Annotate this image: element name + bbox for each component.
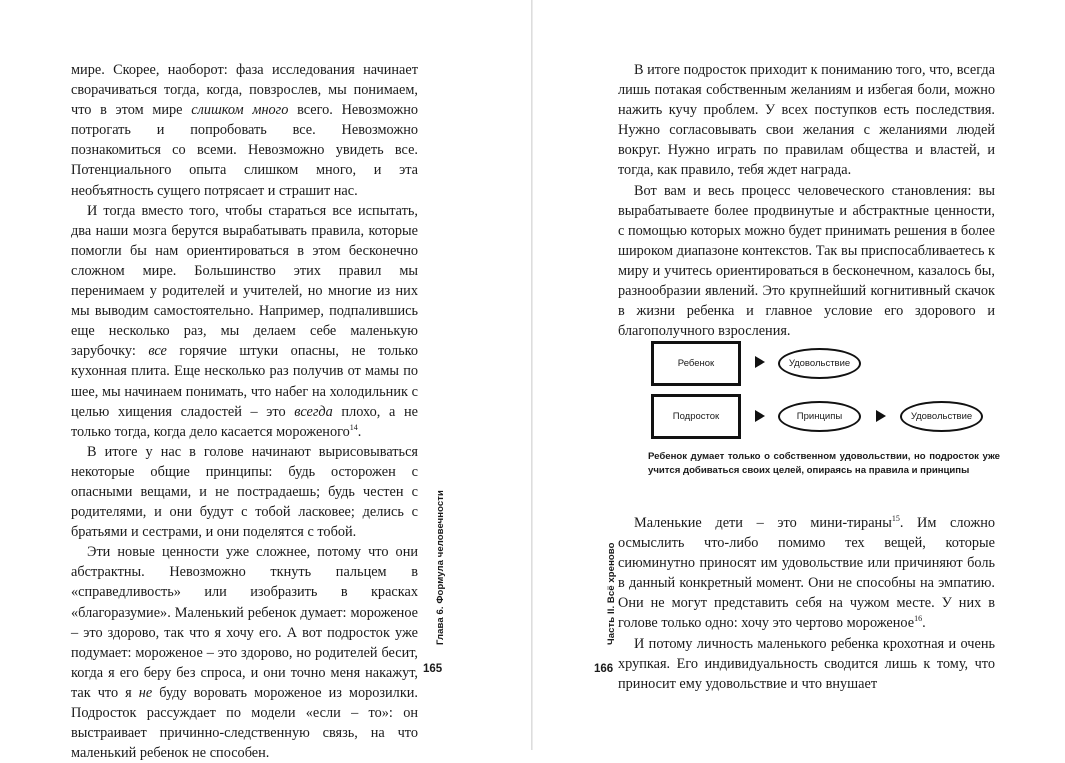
text-run: . Им сложно осмыслить что-либо помимо тех вещей, которые сиюминутно приносят им удовольствие или причиняют боль в данный конкретный момент. Они не способны на эмпатию. Они не могут представить себя на чужом месте. У них в голове только одно: хочу это чертово мороженое: [618, 515, 996, 632]
diagram-oval-child-pleasure: Удовольствие: [778, 348, 861, 379]
paragraph: [618, 513, 995, 634]
text-run: Вот вам и весь процесс человеческого становления: вы вырабатываете более продвинутые и абстрактные ценности, с помощью которых можно будет принимать решения в более широком диапазоне контекстов. Так вы приспосабливаетесь к миру и учитесь ориентироваться в бесконечном, казалось бы, разнообразии явлений. Это крупнейший когнитивный скачок в жизни ребенка и главное условие его здорового и благополучного взросления.: [618, 182, 995, 340]
paragraph: [71, 442, 418, 542]
text-run: мире. Скорее, наоборот: фаза исследования начинает сворачиваться тогда, когда, повзрослев, мы понимаем, что в этом мире: [71, 62, 418, 119]
paragraph: [618, 60, 995, 181]
diagram-box-teen: Подросток: [651, 394, 741, 439]
footnote-ref: 16: [914, 614, 923, 624]
text-run: плохо, а не только тогда, когда дело касается мороженого: [71, 403, 418, 440]
text-run: всего. Невозможно потрогать и попробовать все. Невозможно познакомиться со всеми. Невозможно увидеть все. Потенциального опыта слишком много, и эта необъятность сущего потрясает и страшит нас.: [71, 102, 418, 199]
diagram-caption: Ребенок думает только о собственном удовольствии, но подросток уже учится добиваться своих целей, опираясь на правила и принципы: [648, 451, 1000, 476]
emphasis: всегда: [294, 403, 333, 420]
text-run: И тогда вместо того, чтобы стараться все испытать, два наши мозга берутся вырабатывать правила, которые помогли бы нам ориентироваться в этом бесконечно сложном мире. Большинство этих правил мы перенимаем у родителей и учителей, но многие из них мы выводим самостоятельно. Например, подпалившись еще несколько раз, мы делаем себе маленькую зарубочку:: [71, 202, 418, 360]
values-diagram: [648, 336, 1008, 446]
text-run: .: [357, 423, 362, 440]
paragraph: [71, 201, 418, 442]
emphasis: все: [148, 343, 167, 360]
page-fold: [531, 0, 533, 750]
paragraph: [71, 60, 418, 201]
footnote-ref: 14: [349, 422, 358, 432]
text-run: И потому личность маленького ребенка крохотная и очень хрупкая. Его индивидуальность сводится лишь к тому, что приносит ему удовольствие и что внушает: [618, 635, 995, 692]
diagram-arrow-2: [755, 410, 765, 422]
emphasis: слишком много: [191, 102, 289, 119]
diagram-box-child: Ребенок: [651, 341, 741, 386]
text-run: Эти новые ценности уже сложнее, потому что они абстрактны. Невозможно ткнуть пальцем в «справедливость» или изобразить в красках «благоразумие». Маленький ребенок думает: мороженое – это здорово, так что я хочу его. А вот подросток уже подумает: мороженое – это здорово, но родителей бесит, когда я его беру без спроса, и они точно меня накажут, так что я: [71, 544, 418, 701]
paragraph: [71, 542, 418, 763]
emphasis: не: [138, 684, 153, 701]
text-run: В итоге подросток приходит к пониманию того, что, всегда лишь потакая собственным желаниям и избегая боли, можно нажить кучу проблем. У всех поступков есть последствия. Нужно согласовывать свои желания с желаниями людей вокруг. Нужно играть по правилам общества и властей, и тогда, как правило, тебя ждет награда.: [618, 62, 995, 179]
diagram-arrow-1: [755, 356, 765, 368]
text-run: Маленькие дети – это мини-тираны: [634, 515, 892, 531]
text-run: горячие штуки опасны, не только кухонная плита. Еще несколько раз получив от мамы по шее, мы начинаем понимать, что набег на холодильник с целью хищения сладостей – это: [71, 343, 418, 420]
text-run: В итоге у нас в голове начинают вырисовываться некоторые общие принципы: будь осторожен с опасными вещами, и не пострадаешь; будь честен с родителями, и они будут с тобой ласковее; делись с братьями и сестрами, и они поделятся с тобой.: [71, 443, 418, 541]
paragraph: [618, 181, 995, 342]
text-run: буду воровать мороженое из морозилки. Подросток рассуждает по модели «если – то»: он выстраивает причинно-следственную связь, на что маленький ребенок не способен.: [71, 684, 418, 762]
left-page-body: [71, 60, 418, 763]
paragraph: [618, 634, 995, 694]
diagram-oval-teen-pleasure: Удовольствие: [900, 401, 983, 432]
left-running-head: Глава 6. Формула человечности: [435, 490, 446, 645]
right-page-body-bottom: [618, 513, 995, 694]
footnote-ref: 15: [891, 514, 900, 524]
diagram-oval-principles: Принципы: [778, 401, 861, 432]
diagram-arrow-3: [876, 410, 886, 422]
right-page-number: 166: [594, 663, 614, 675]
left-page-number: 165: [423, 663, 443, 675]
right-running-head: Часть II. Всё хреново: [606, 542, 617, 645]
text-run: .: [922, 615, 926, 632]
right-page-body-top: [618, 60, 995, 341]
